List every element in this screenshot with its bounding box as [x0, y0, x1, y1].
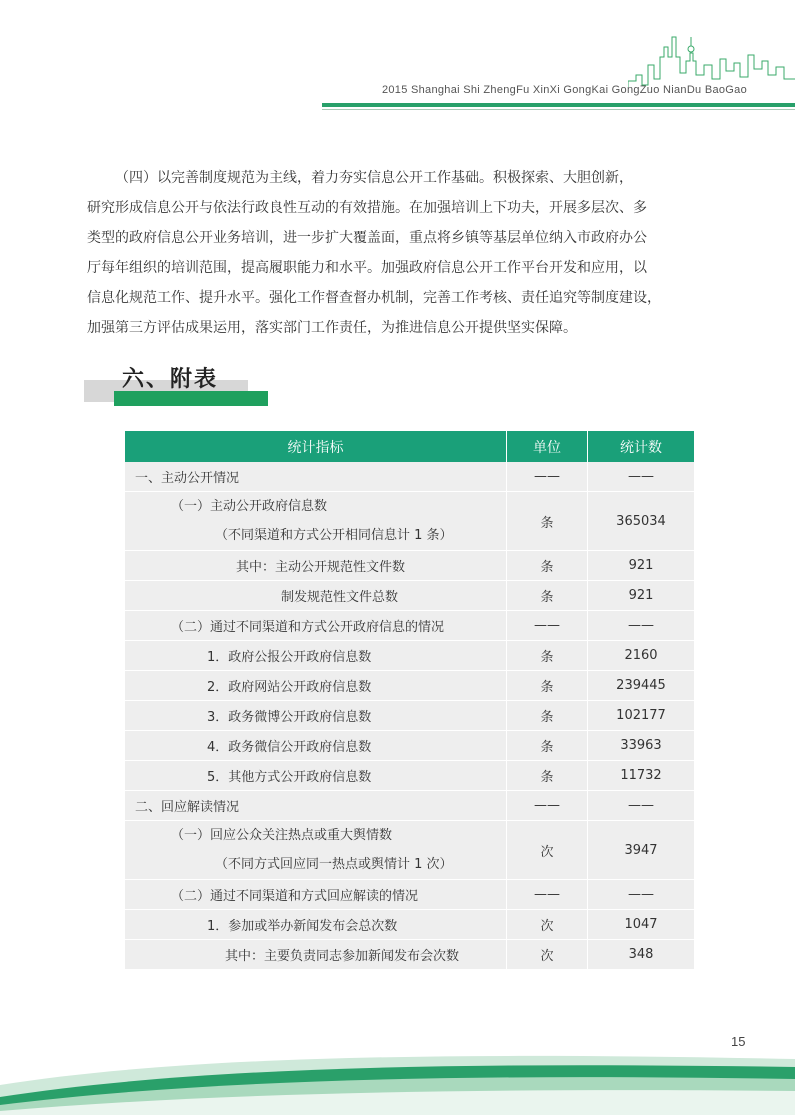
row-label-text: 1．参加或举办新闻发布会总次数	[207, 919, 398, 934]
table-row	[125, 701, 694, 731]
row-unit: 条	[507, 551, 588, 581]
row-unit: ——	[507, 462, 588, 492]
running-header: 2015 Shanghai Shi ZhengFu XinXi GongKai GongZuo NianDu BaoGao	[381, 84, 747, 96]
column-header-indicator: 统计指标	[125, 431, 507, 462]
row-value: 921	[588, 551, 695, 581]
paragraph-line: （四）以完善制度规范为主线，着力夯实信息公开工作基础。积极探索、大胆创新，	[115, 170, 633, 186]
table-row	[125, 641, 694, 671]
row-label	[125, 641, 507, 671]
row-label-text: 2．政府网站公开政府信息数	[207, 680, 372, 695]
row-value: 239445	[588, 671, 695, 701]
table-row	[125, 940, 694, 970]
row-value: 11732	[588, 761, 695, 791]
row-value: 921	[588, 581, 695, 611]
row-label-text: 5．其他方式公开政府信息数	[207, 770, 372, 785]
row-label-text: 4．政务微信公开政府信息数	[207, 740, 372, 755]
header-rule-thin	[322, 109, 795, 110]
paragraph-line: 厅每年组织的培训范围，提高履职能力和水平。加强政府信息公开工作平台开发和应用，以	[87, 260, 647, 276]
body-paragraph	[87, 163, 709, 343]
row-label	[125, 791, 507, 821]
row-label-text: （二）通过不同渠道和方式回应解读的情况	[171, 889, 419, 904]
table-row	[125, 910, 694, 940]
row-value: 2160	[588, 641, 695, 671]
paragraph-line: 加强第三方评估成果运用，落实部门工作责任，为推进信息公开提供坚实保障。	[87, 320, 577, 336]
row-unit: 条	[507, 492, 588, 551]
row-unit: 次	[507, 821, 588, 880]
row-label	[125, 581, 507, 611]
row-label-text: 其中：主动公开规范性文件数	[236, 560, 406, 575]
row-unit: 条	[507, 731, 588, 761]
row-label-text: 3．政务微博公开政府信息数	[207, 710, 372, 725]
row-unit: 条	[507, 701, 588, 731]
row-unit: 次	[507, 910, 588, 940]
row-value: ——	[588, 611, 695, 641]
row-label	[125, 611, 507, 641]
row-unit: 次	[507, 940, 588, 970]
page-number: 15	[731, 1034, 746, 1049]
table-row	[125, 731, 694, 761]
row-value: ——	[588, 462, 695, 492]
row-unit: 条	[507, 671, 588, 701]
row-label-text: 其中：主要负责同志参加新闻发布会次数	[225, 949, 460, 964]
row-label	[125, 731, 507, 761]
row-label	[125, 761, 507, 791]
row-label	[125, 671, 507, 701]
section-title: 六、附表	[122, 367, 219, 392]
row-label-text: 1．政府公报公开政府信息数	[207, 650, 372, 665]
statistics-table	[125, 431, 694, 970]
table-row	[125, 581, 694, 611]
row-label-text: （一）主动公开政府信息数	[171, 499, 328, 514]
row-label-text: （一）回应公众关注热点或重大舆情数	[171, 828, 393, 843]
row-label	[125, 821, 507, 880]
row-label	[125, 551, 507, 581]
row-label	[125, 880, 507, 910]
row-unit: 条	[507, 641, 588, 671]
header-rule	[322, 103, 795, 107]
row-label	[125, 462, 507, 492]
table-row	[125, 671, 694, 701]
table-row	[125, 880, 694, 910]
row-label-text: 二、回应解读情况	[135, 800, 240, 815]
row-label-text: （二）通过不同渠道和方式公开政府信息的情况	[171, 620, 445, 635]
row-unit: 条	[507, 581, 588, 611]
row-label-note: （不同渠道和方式公开相同信息计 1 条）	[215, 528, 453, 543]
row-value: 102177	[588, 701, 695, 731]
table-row	[125, 791, 694, 821]
paragraph-line: 类型的政府信息公开业务培训，进一步扩大覆盖面，重点将乡镇等基层单位纳入市政府办公	[87, 230, 647, 246]
row-value: 3947	[588, 821, 695, 880]
paragraph-line: 研究形成信息公开与依法行政良性互动的有效措施。在加强培训上下功夫，开展多层次、多	[87, 200, 647, 216]
table-row	[125, 492, 694, 551]
paragraph-line: 信息化规范工作、提升水平。强化工作督查督办机制，完善工作考核、责任追究等制度建设，	[87, 290, 661, 306]
row-value: 348	[588, 940, 695, 970]
table-row	[125, 761, 694, 791]
row-label	[125, 492, 507, 551]
row-unit: ——	[507, 791, 588, 821]
table-row	[125, 462, 694, 492]
row-label	[125, 940, 507, 970]
table-row	[125, 551, 694, 581]
row-label	[125, 910, 507, 940]
row-label-text: 一、主动公开情况	[135, 471, 240, 486]
column-header-count: 统计数	[588, 431, 695, 462]
heading-green-bar	[114, 391, 268, 406]
column-header-unit: 单位	[507, 431, 588, 462]
row-label-note: （不同方式回应同一热点或舆情计 1 次）	[215, 857, 453, 872]
row-value: ——	[588, 880, 695, 910]
table-row	[125, 821, 694, 880]
row-label-text: 制发规范性文件总数	[281, 590, 399, 605]
table-header-row	[125, 431, 694, 462]
row-value: ——	[588, 791, 695, 821]
row-value: 365034	[588, 492, 695, 551]
row-unit: 条	[507, 761, 588, 791]
row-unit: ——	[507, 880, 588, 910]
row-unit: ——	[507, 611, 588, 641]
footer-wave-decoration	[0, 1045, 795, 1115]
section-heading	[84, 360, 274, 410]
table-row	[125, 611, 694, 641]
row-value: 33963	[588, 731, 695, 761]
row-label	[125, 701, 507, 731]
row-value: 1047	[588, 910, 695, 940]
